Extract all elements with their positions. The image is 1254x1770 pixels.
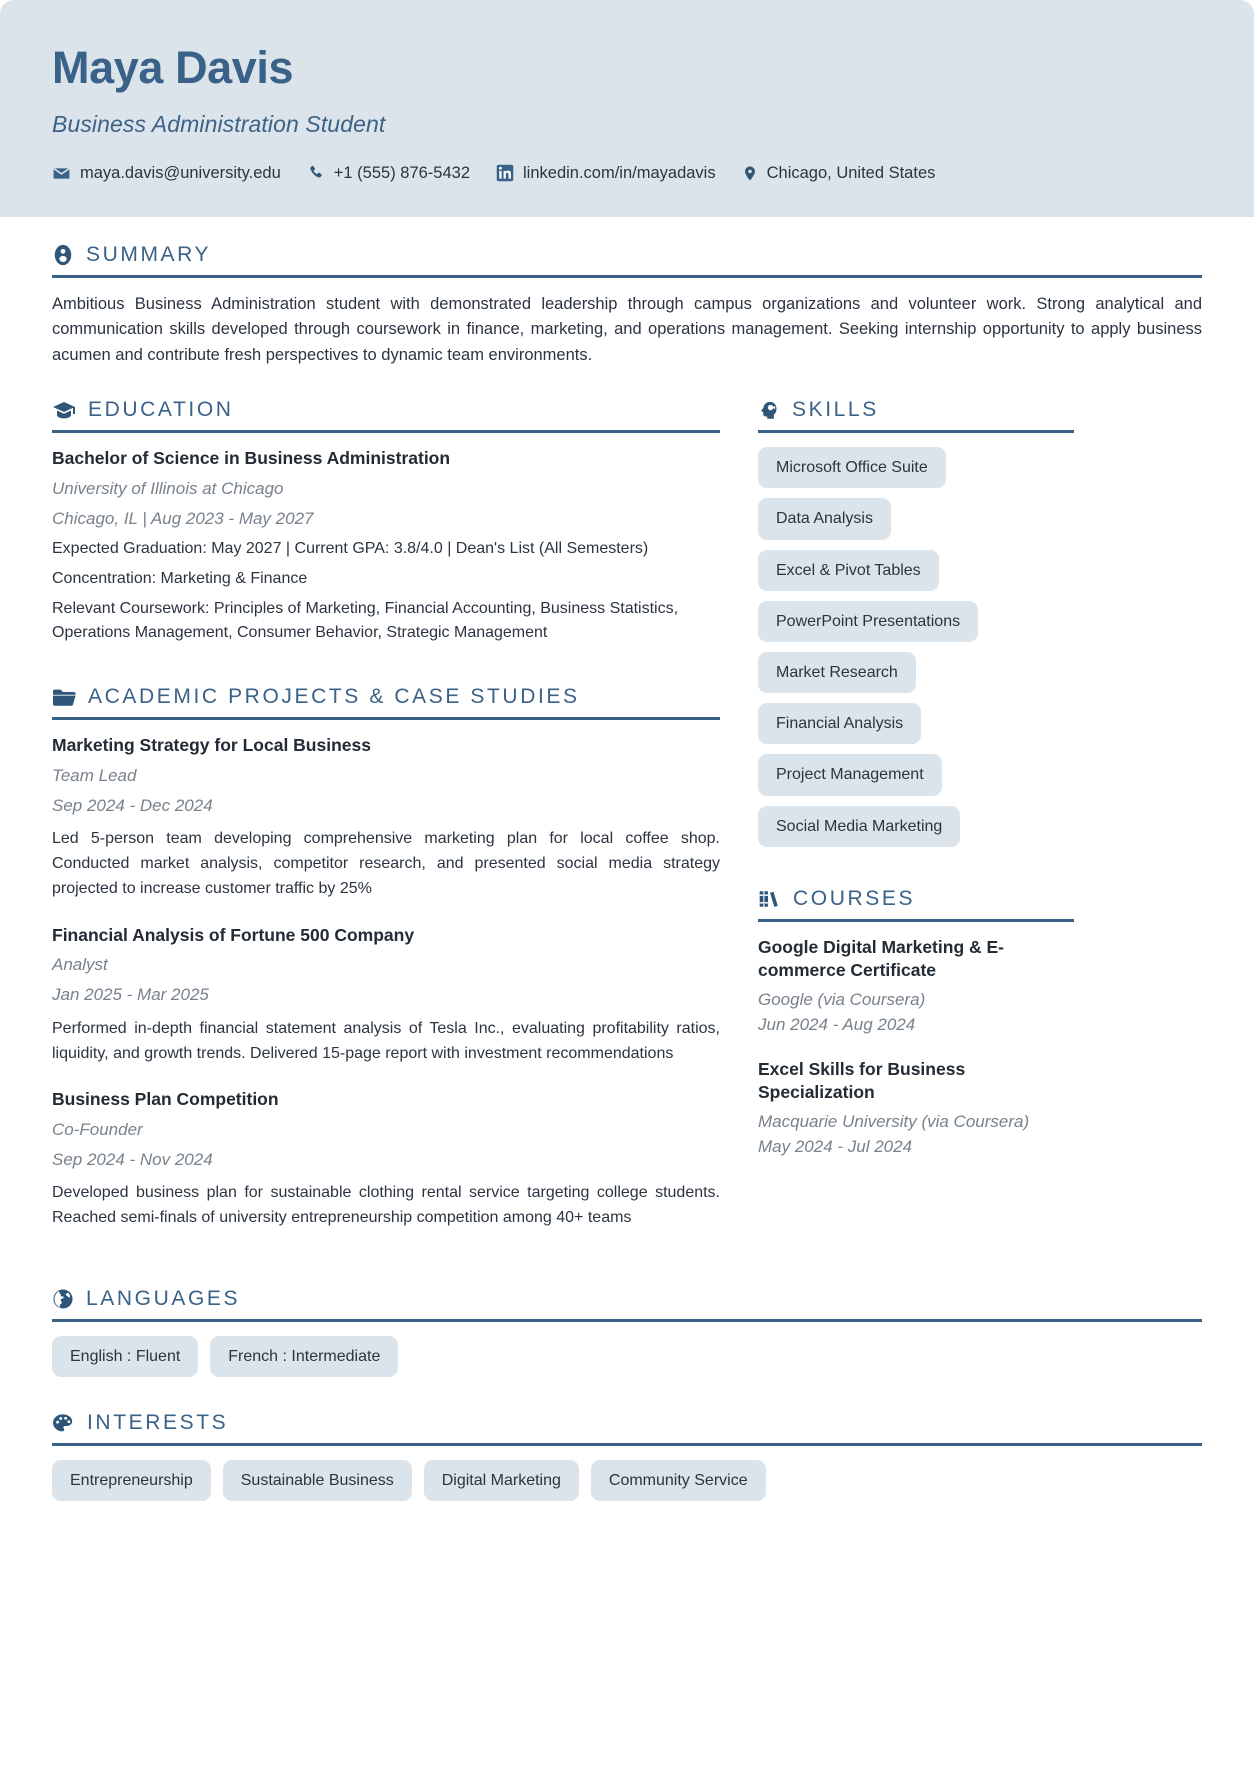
languages-divider xyxy=(52,1319,1202,1322)
skill-pill: Project Management xyxy=(758,754,942,795)
summary-heading-row xyxy=(52,243,1202,267)
globe-icon xyxy=(52,1288,74,1310)
skill-pill: Excel & Pivot Tables xyxy=(758,550,939,591)
section-projects xyxy=(52,685,720,1231)
contact-phone[interactable] xyxy=(307,164,470,183)
languages-heading: LANGUAGES xyxy=(86,1286,241,1310)
skills-heading: SKILLS xyxy=(792,398,879,422)
projects-divider xyxy=(52,717,720,720)
education-meta: Chicago, IL | Aug 2023 - May 2027 xyxy=(52,508,314,528)
project-entry xyxy=(52,734,720,901)
language-pill: French : Intermediate xyxy=(210,1336,398,1377)
project-entry xyxy=(52,1088,720,1231)
projects-heading-row xyxy=(52,685,720,709)
envelope-icon xyxy=(52,164,71,183)
project-description: Developed business plan for sustainable clothing rental service targeting college students. Reached semi-finals of university entrepreneurship competition among 40+ teams xyxy=(52,1184,720,1227)
two-column-region xyxy=(52,398,1202,1253)
course-title: Excel Skills for Business Specialization xyxy=(758,1058,966,1102)
projects-heading: ACADEMIC PROJECTS & CASE STUDIES xyxy=(88,685,580,709)
course-entry xyxy=(758,1058,1074,1160)
person-icon xyxy=(52,244,74,266)
project-dates: Jan 2025 - Mar 2025 xyxy=(52,985,209,1005)
books-icon xyxy=(758,889,781,909)
skill-pill: Market Research xyxy=(758,652,916,693)
resume-body xyxy=(0,217,1254,1502)
interest-pill: Community Service xyxy=(591,1460,766,1501)
contact-location xyxy=(742,164,936,183)
education-degree: Bachelor of Science in Business Administration xyxy=(52,448,451,469)
summary-divider xyxy=(52,275,1202,278)
skills-divider xyxy=(758,430,1074,433)
project-role: Team Lead xyxy=(52,766,137,786)
candidate-name: Maya Davis xyxy=(52,42,294,93)
palette-icon xyxy=(52,1413,75,1434)
interests-divider xyxy=(52,1443,1202,1446)
interests-list xyxy=(52,1460,1202,1501)
section-languages xyxy=(52,1287,1202,1377)
education-divider xyxy=(52,430,720,433)
contact-linkedin[interactable] xyxy=(496,164,716,183)
course-title: Google Digital Marketing & E-commerce Certificate xyxy=(758,936,1004,981)
skill-pill: PowerPoint Presentations xyxy=(758,601,978,642)
contact-location-text: Chicago, United States xyxy=(766,163,936,182)
graduation-cap-icon xyxy=(52,400,76,420)
education-detail: Relevant Coursework: Principles of Marketing, Financial Accounting, Business Statistics, Operations Management, Consumer Behavior, Strategic Management xyxy=(52,600,679,642)
interest-pill: Digital Marketing xyxy=(424,1460,579,1501)
education-entry xyxy=(52,447,720,645)
project-role: Co-Founder xyxy=(52,1120,143,1140)
summary-text: Ambitious Business Administration student with demonstrated leadership through campus organizations and volunteer work. Strong analytical and communication skills developed through coursework in finance, marketing, and operations management. Seeking internship opportunity to apply business acumen and contribute fresh perspectives to dynamic team environments. xyxy=(52,294,1202,364)
skill-pill: Financial Analysis xyxy=(758,703,921,744)
interests-heading-row xyxy=(52,1411,1202,1435)
contact-linkedin-text: linkedin.com/in/mayadavis xyxy=(523,163,716,182)
map-pin-icon xyxy=(742,164,758,183)
education-detail: Expected Graduation: May 2027 | Current GPA: 3.8/4.0 | Dean's List (All Semesters) xyxy=(52,540,649,558)
project-title: Business Plan Competition xyxy=(52,1089,279,1110)
project-dates: Sep 2024 - Nov 2024 xyxy=(52,1149,213,1169)
languages-list xyxy=(52,1336,1202,1377)
section-education xyxy=(52,398,720,645)
courses-divider xyxy=(758,919,1074,922)
section-skills xyxy=(758,398,1074,847)
project-entry xyxy=(52,924,720,1067)
languages-heading-row xyxy=(52,1287,1202,1311)
education-heading: EDUCATION xyxy=(88,398,234,422)
course-dates: Jun 2024 - Aug 2024 xyxy=(758,1014,916,1034)
section-interests xyxy=(52,1411,1202,1501)
skills-heading-row xyxy=(758,398,1074,422)
interests-heading: INTERESTS xyxy=(87,1411,229,1435)
section-courses xyxy=(758,887,1074,1160)
education-school: University of Illinois at Chicago xyxy=(52,479,284,499)
courses-heading: COURSES xyxy=(793,886,916,910)
interest-pill: Sustainable Business xyxy=(223,1460,412,1501)
courses-heading-row xyxy=(758,887,1074,911)
linkedin-icon xyxy=(496,164,514,182)
candidate-title: Business Administration Student xyxy=(52,110,386,137)
skill-pill: Social Media Marketing xyxy=(758,806,960,847)
project-role: Analyst xyxy=(52,955,108,975)
brain-head-icon xyxy=(758,400,780,421)
education-heading-row xyxy=(52,398,720,422)
course-dates: May 2024 - Jul 2024 xyxy=(758,1136,913,1156)
project-description: Led 5-person team developing comprehensive marketing plan for local coffee shop. Conducted market analysis, competitor research, and presented social media strategy projected to increase customer traffic by 25% xyxy=(52,830,720,897)
section-summary xyxy=(52,243,1202,369)
contact-phone-text: +1 (555) 876-5432 xyxy=(333,163,471,182)
phone-icon xyxy=(307,164,325,182)
summary-heading: SUMMARY xyxy=(86,242,212,266)
contact-email-text: maya.davis@university.edu xyxy=(80,163,281,182)
right-column xyxy=(758,398,1074,1253)
project-description: Performed in-depth financial statement analysis of Tesla Inc., evaluating profitability ratios, liquidity, and growth trends. Delivered 15-page report with investment recommendations xyxy=(52,1019,720,1062)
contact-row xyxy=(52,164,1202,183)
education-detail: Concentration: Marketing & Finance xyxy=(52,570,308,588)
course-org: Macquarie University (via Coursera) xyxy=(758,1112,1030,1132)
resume-header xyxy=(0,0,1254,217)
contact-email[interactable] xyxy=(52,164,281,183)
course-org: Google (via Coursera) xyxy=(758,990,926,1010)
project-dates: Sep 2024 - Dec 2024 xyxy=(52,795,213,815)
language-pill: English : Fluent xyxy=(52,1336,198,1377)
project-title: Financial Analysis of Fortune 500 Company xyxy=(52,924,415,945)
skill-pill: Microsoft Office Suite xyxy=(758,447,946,488)
project-title: Marketing Strategy for Local Business xyxy=(52,735,371,756)
folder-icon xyxy=(52,688,76,707)
left-column xyxy=(52,398,720,1253)
course-entry xyxy=(758,936,1074,1038)
interest-pill: Entrepreneurship xyxy=(52,1460,211,1501)
skill-pill: Data Analysis xyxy=(758,498,891,539)
skills-list xyxy=(758,447,1074,847)
